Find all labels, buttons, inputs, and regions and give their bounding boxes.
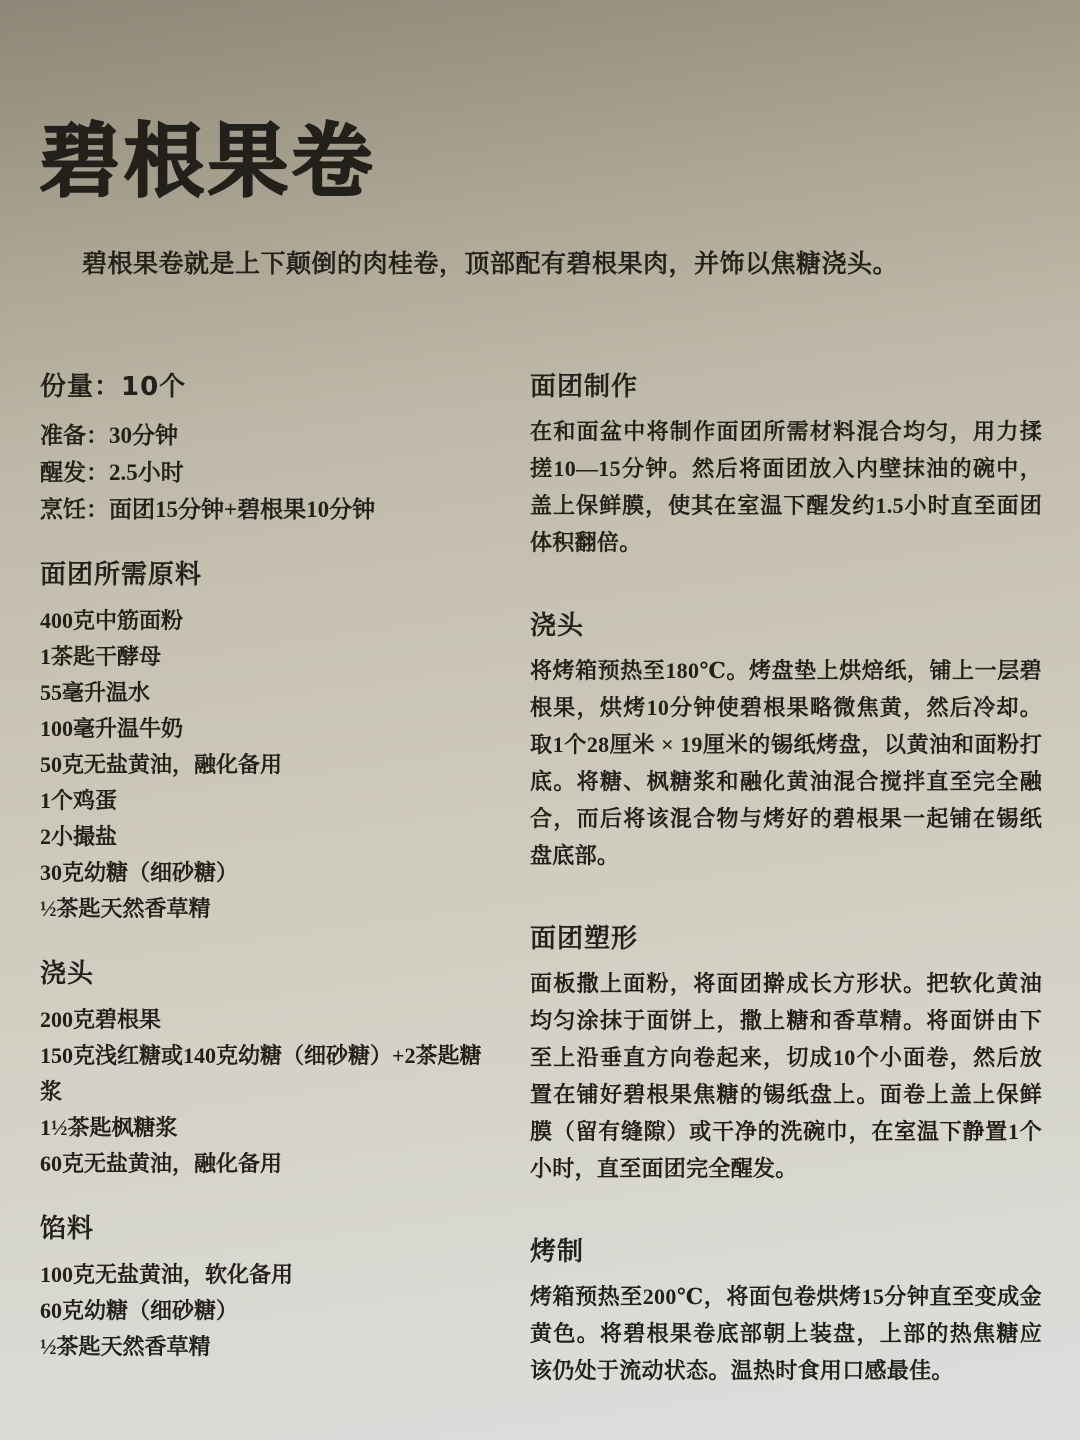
ingredient-item: 1个鸡蛋 xyxy=(40,788,118,813)
ingredient-item: 50克无盐黄油，融化备用 xyxy=(40,752,283,777)
ingredients-section-topping xyxy=(40,953,502,1182)
ingredient-item: 1茶匙干酵母 xyxy=(40,644,162,669)
ingredient-item: 400克中筋面粉 xyxy=(40,608,184,633)
ingredient-item: 30克幼糖（细砂糖） xyxy=(40,860,239,885)
prep-time-line: 准备：30分钟 xyxy=(40,423,178,448)
step-paragraph: 烤箱预热至200℃，将面包卷烘烤15分钟直至变成金黄色。将碧根果卷底部朝上装盘，上部的热焦糖应该仍处于流动状态。温热时食用口感最佳。 xyxy=(530,1284,1042,1383)
ingredient-item: ½茶匙天然香草精 xyxy=(40,1334,211,1359)
ingredients-section-dough xyxy=(40,554,502,927)
ingredient-item: 100克无盐黄油，软化备用 xyxy=(40,1262,294,1287)
ingredients-heading-dough: 面团所需原料 xyxy=(40,560,203,590)
steps-column xyxy=(530,366,1042,1433)
intro-text: 碧根果卷就是上下颠倒的肉桂卷，顶部配有碧根果肉，并饰以焦糖浇头。 xyxy=(82,251,899,278)
ingredients-column xyxy=(40,366,502,1433)
step-heading-baking: 烤制 xyxy=(530,1237,585,1267)
ingredient-item: 200克碧根果 xyxy=(40,1007,162,1032)
step-heading-shaping: 面团塑形 xyxy=(530,924,639,954)
step-section-shaping xyxy=(530,918,1042,1187)
step-paragraph: 在和面盆中将制作面团所需材料混合均匀，用力揉搓10—15分钟。然后将面团放入内壁抹油的碗中，盖上保鲜膜，使其在室温下醒发约1.5小时直至面团体积翻倍。 xyxy=(530,419,1042,555)
ingredients-section-filling xyxy=(40,1208,502,1365)
ingredients-heading-topping: 浇头 xyxy=(40,959,95,989)
servings-line: 份量：10个 xyxy=(40,372,187,402)
ingredient-item: 2小撮盐 xyxy=(40,824,118,849)
step-heading-topping: 浇头 xyxy=(530,611,585,641)
step-section-baking xyxy=(530,1231,1042,1389)
step-paragraph: 面板撒上面粉，将面团擀成长方形状。把软化黄油均匀涂抹于面饼上，撒上糖和香草精。将面饼由下至上沿垂直方向卷起来，切成10个小面卷，然后放置在铺好碧根果焦糖的锡纸盘上。面卷上盖上保鲜膜（留有缝隙）或干净的洗碗巾，在室温下静置1个小时，直至面团完全醒发。 xyxy=(530,971,1042,1181)
ingredient-item: 100毫升温牛奶 xyxy=(40,716,184,741)
ingredient-item: 60克幼糖（细砂糖） xyxy=(40,1298,239,1323)
cook-time-line: 烹饪：面团15分钟+碧根果10分钟 xyxy=(40,497,376,522)
ingredient-item: 60克无盐黄油，融化备用 xyxy=(40,1151,283,1176)
step-section-dough xyxy=(530,366,1042,561)
meta-block xyxy=(40,366,502,528)
ingredient-item: 1½茶匙枫糖浆 xyxy=(40,1115,178,1140)
proof-time-line: 醒发：2.5小时 xyxy=(40,460,184,485)
ingredients-heading-filling: 馅料 xyxy=(40,1214,95,1244)
step-heading-dough: 面团制作 xyxy=(530,372,639,402)
ingredient-item: ½茶匙天然香草精 xyxy=(40,896,211,921)
step-section-topping xyxy=(530,605,1042,874)
page-title: 碧根果卷 xyxy=(40,115,376,208)
step-paragraph: 将烤箱预热至180℃。烤盘垫上烘焙纸，铺上一层碧根果，烘烤10分钟使碧根果略微焦黄，然后冷却。取1个28厘米 × 19厘米的锡纸烤盘，以黄油和面粉打底。将糖、枫糖浆和融化黄油混合搅拌直至完全融合，而后将该混合物与烤好的碧根果一起铺在锡纸盘底部。 xyxy=(530,658,1042,868)
content-columns xyxy=(40,366,1042,1433)
ingredient-item: 150克浅红糖或140克幼糖（细砂糖）+2茶匙糖浆 xyxy=(40,1043,482,1104)
ingredient-item: 55毫升温水 xyxy=(40,680,151,705)
